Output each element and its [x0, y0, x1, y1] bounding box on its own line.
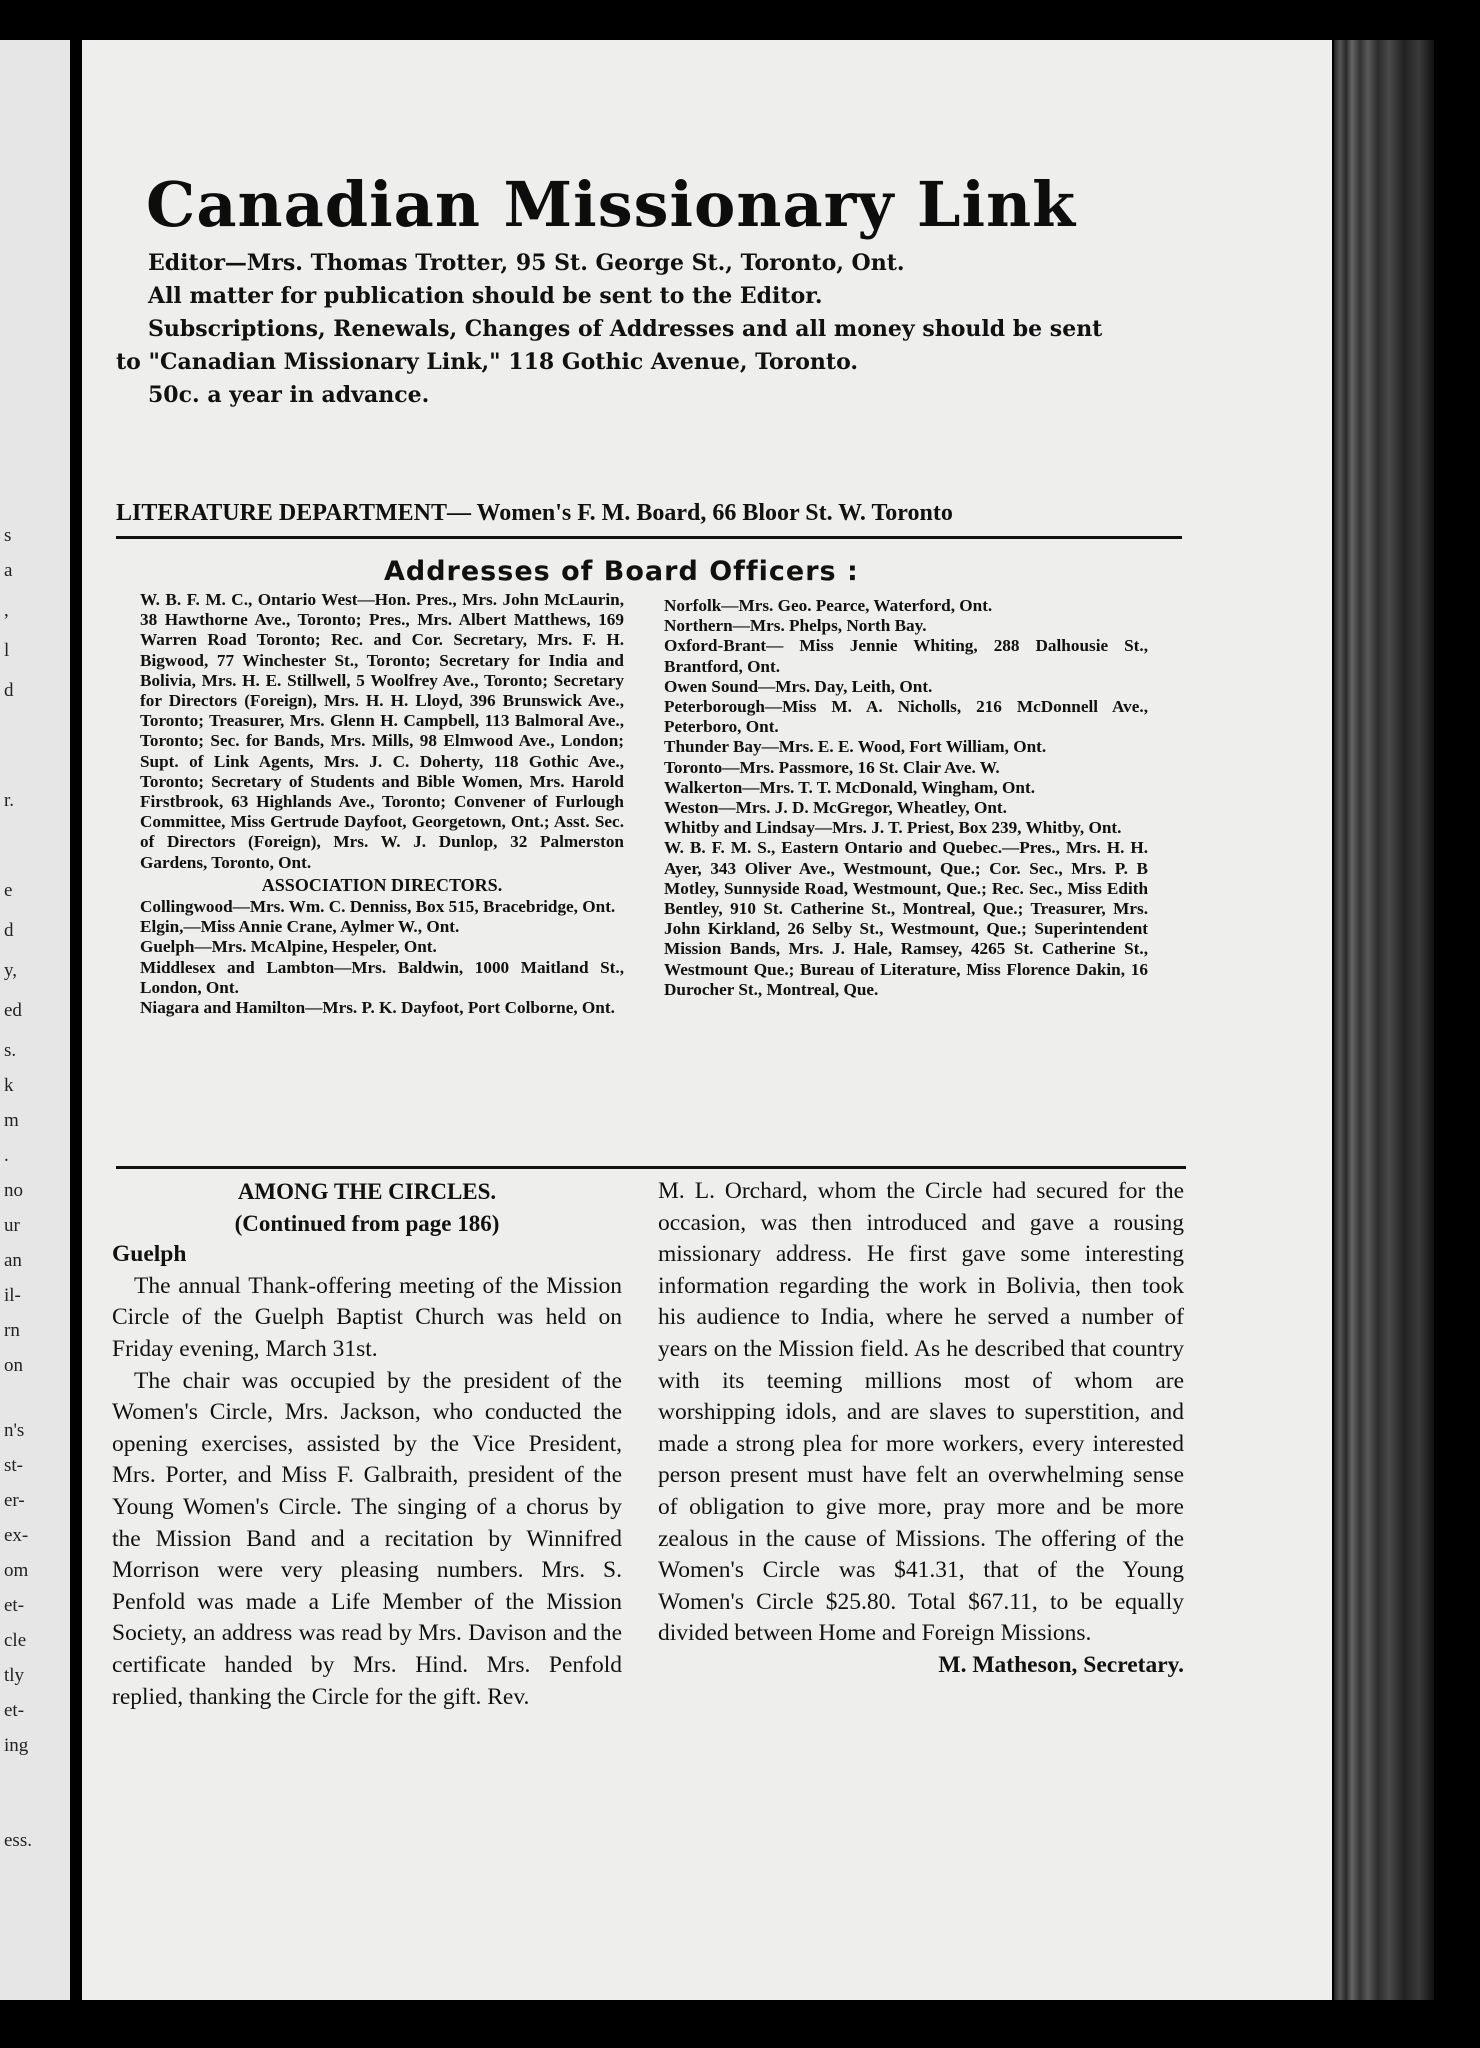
director-entry: Elgin,—Miss Annie Crane, Aylmer W., Ont.: [140, 917, 460, 937]
left-page-fragment: ed: [4, 1000, 22, 1021]
director-entry: Owen Sound—Mrs. Day, Leith, Ont.: [664, 676, 933, 696]
divider: [116, 536, 1182, 539]
subscriptions-line-2: to "Canadian Missionary Link," 118 Gothic Avenue, Toronto.: [116, 349, 859, 375]
director-entry: Weston—Mrs. J. D. McGregor, Wheatley, Ont.: [664, 798, 1007, 818]
left-page-fragment: r.: [4, 790, 15, 811]
left-page-fragment: an: [4, 1250, 22, 1271]
price-line: 50c. a year in advance.: [148, 382, 430, 408]
association-directors-heading: ASSOCIATION DIRECTORS.: [261, 874, 503, 895]
left-page-fragment: d: [4, 680, 14, 701]
left-page-strip: [0, 40, 70, 2000]
director-entry: Thunder Bay—Mrs. E. E. Wood, Fort William, Ont.: [664, 737, 1047, 757]
left-page-fragment: e: [4, 880, 13, 901]
board-left-column: [140, 590, 624, 1018]
director-entry: Guelph—Mrs. McAlpine, Hespeler, Ont.: [140, 937, 437, 957]
literature-department: [116, 500, 1190, 527]
left-page-fragment: .: [4, 1145, 9, 1166]
left-page-fragment: n's: [4, 1420, 25, 1441]
left-page-fragment: l: [4, 640, 10, 661]
left-page-fragment: tly: [4, 1665, 25, 1686]
board-officers-heading: Addresses of Board Officers :: [384, 556, 859, 587]
left-page-fragment: et-: [4, 1595, 25, 1616]
director-entry: Peterborough—Miss M. A. Nicholls, 216 McDonnell Ave., Peterboro, Ont.: [664, 697, 1148, 737]
left-page-fragment: ur: [4, 1215, 20, 1236]
director-entry: Norfolk—Mrs. Geo. Pearce, Waterford, Ont.: [664, 596, 993, 615]
left-page-fragment: ex-: [4, 1525, 29, 1546]
director-entry: Northern—Mrs. Phelps, North Bay.: [664, 616, 927, 636]
publication-title: Canadian Missionary Link: [146, 168, 1077, 241]
signature: M. Matheson, Secretary.: [938, 1651, 1184, 1678]
left-page-fragment: cle: [4, 1630, 27, 1651]
place-heading: Guelph: [112, 1241, 187, 1268]
board-right-column: [664, 596, 1148, 1000]
left-page-fragment: et-: [4, 1700, 25, 1721]
paragraph: M. L. Orchard, whom the Circle had secured for the occasion, was then introduced and gave a rousing missionary address. He first gave some interesting information regarding the work in Bolivia, then took his audience to India, where he served a number of years on the Mission field. As he described that country with its teeming millions most of whom are worshipping idols, and are slaves to superstition, and made a strong plea for more workers, every interested person present must have felt an overwhelming sense of obligation to give more, pray more and be more zealous in the cause of Missions. The offering of the Women's Circle was $41.31, that of the Young Women's Circle $25.80. Total $67.11, to be equally divided between Home and Foreign Missions.: [658, 1178, 1184, 1647]
director-entry: Walkerton—Mrs. T. T. McDonald, Wingham, Ont.: [664, 777, 1036, 797]
left-page-fragment: k: [4, 1075, 14, 1096]
left-page-fragment: y,: [4, 960, 18, 981]
literature-department-text: LITERATURE DEPARTMENT— Women's F. M. Board, 66 Bloor St. W. Toronto: [116, 500, 953, 526]
left-page-fragment: d: [4, 920, 14, 941]
left-page-fragment: ing: [4, 1735, 29, 1756]
left-page-fragment: on: [4, 1355, 23, 1376]
director-entry: Oxford-Brant— Miss Jennie Whiting, 288 Dalhousie St., Brantford, Ont.: [664, 636, 1148, 676]
left-page-fragment: rn: [4, 1320, 20, 1341]
subscriptions-line-1: Subscriptions, Renewals, Changes of Addresses and all money should be sent: [148, 316, 1103, 342]
article-left-column: [112, 1176, 622, 1713]
director-entry: Middlesex and Lambton—Mrs. Baldwin, 1000 Maitland St., London, Ont.: [140, 957, 624, 997]
ontario-west-officers: W. B. F. M. C., Ontario West—Hon. Pres., Mrs. John McLaurin, 38 Hawthorne Ave., Toronto; Pres., Mrs. Albert Matthews, 169 Warren Road Toronto; Rec. and Cor. Secretary, Mrs. F. H. Bigwood, 77 Winchester St., Toronto; Secretary for India and Bolivia, Mrs. H. E. Stillwell, 5 Woolfrey Ave., Toronto; Secretary for Directors (Foreign), Mrs. H. H. Lloyd, 396 Brunswick Ave., Toronto; Treasurer, Mrs. Glenn H. Campbell, 113 Balmoral Ave., Toronto; Sec. for Bands, Mrs. Mills, 98 Elmwood Ave., London; Supt. of Link Agents, Mrs. J. C. Doherty, 118 Gothic Ave., Toronto; Secretary of Students and Bible Women, Mrs. Harold Firstbrook, 63 Highlands Ave., Toronto; Convener of Furlough Committee, Miss Gertrude Dayfoot, Georgetown, Ont.; Asst. Sec. of Directors (Foreign), Mrs. W. J. Dunlop, 32 Palmerston Gardens, Toronto, Ont.: [140, 590, 624, 872]
left-page-fragment: ess.: [4, 1830, 32, 1851]
left-page-fragment: st-: [4, 1455, 23, 1476]
association-directors-list: [140, 897, 624, 1018]
editor-line: Editor—Mrs. Thomas Trotter, 95 St. George St., Toronto, Ont.: [148, 250, 905, 276]
article-right-column: [658, 1176, 1184, 1682]
director-entry: Whitby and Lindsay—Mrs. J. T. Priest, Box 239, Whitby, Ont.: [664, 818, 1122, 838]
left-page-fragment: ,: [4, 600, 9, 621]
director-entry: Niagara and Hamilton—Mrs. P. K. Dayfoot, Port Colborne, Ont.: [140, 998, 615, 1018]
left-page-fragment: il-: [4, 1285, 21, 1306]
book-edge: [1334, 40, 1434, 2000]
left-page-fragment: er-: [4, 1490, 25, 1511]
paragraph: The annual Thank-offering meeting of the Mission Circle of the Guelph Baptist Church was held on Friday evening, March 31st.: [112, 1272, 622, 1362]
director-entry: W. B. F. M. S., Eastern Ontario and Quebec.—Pres., Mrs. H. H. Ayer, 343 Oliver Ave., Westmount, Que.; Cor. Sec., Mrs. P. B Motley, Sunnyside Road, Westmount, Que.; Rec. Sec., Miss Edith Bentley, 910 St. Catherine St., Montreal, Que.; Treasurer, Mrs. John Kirkland, 26 Selby St., Westmount, Que.; Superintendent Mission Bands, Mrs. J. Hale, Ramsey, 4265 St. Catherine St., Westmount Que.; Bureau of Literature, Miss Florence Dakin, 16 Durocher St., Montreal, Que.: [664, 838, 1148, 999]
paragraph: The chair was occupied by the president of the Women's Circle, Mrs. Jackson, who conducted the opening exercises, assisted by the Vice President, Mrs. Porter, and Miss F. Galbraith, president of the Young Women's Circle. The singing of a chorus by the Mission Band and a recitation by Winnifred Morrison were very pleasing numbers. Mrs. S. Penfold was made a Life Member of the Mission Society, an address was read by Mrs. Davison and the certificate handed by Mrs. Hind. Mrs. Penfold replied, thanking the Circle for the gift. Rev.: [112, 1367, 622, 1710]
left-page-fragment: no: [4, 1180, 23, 1201]
left-page-fragment: s.: [4, 1040, 17, 1061]
publication-note: All matter for publication should be sent to the Editor.: [148, 283, 823, 309]
left-page-fragment: m: [4, 1110, 19, 1131]
association-directors-list-continued: [664, 596, 1148, 1000]
masthead: [62, 168, 1152, 412]
section-divider: [116, 1166, 1186, 1169]
director-entry: Collingwood—Mrs. Wm. C. Denniss, Box 515, Bracebridge, Ont.: [140, 897, 616, 917]
left-page-fragment: a: [4, 560, 13, 581]
article-heading: AMONG THE CIRCLES.: [237, 1179, 497, 1204]
continued-note: (Continued from page 186): [234, 1210, 500, 1236]
director-entry: Toronto—Mrs. Passmore, 16 St. Clair Ave. W.: [664, 757, 1000, 777]
left-page-fragment: s: [4, 525, 12, 546]
left-page-fragment: om: [4, 1560, 29, 1581]
